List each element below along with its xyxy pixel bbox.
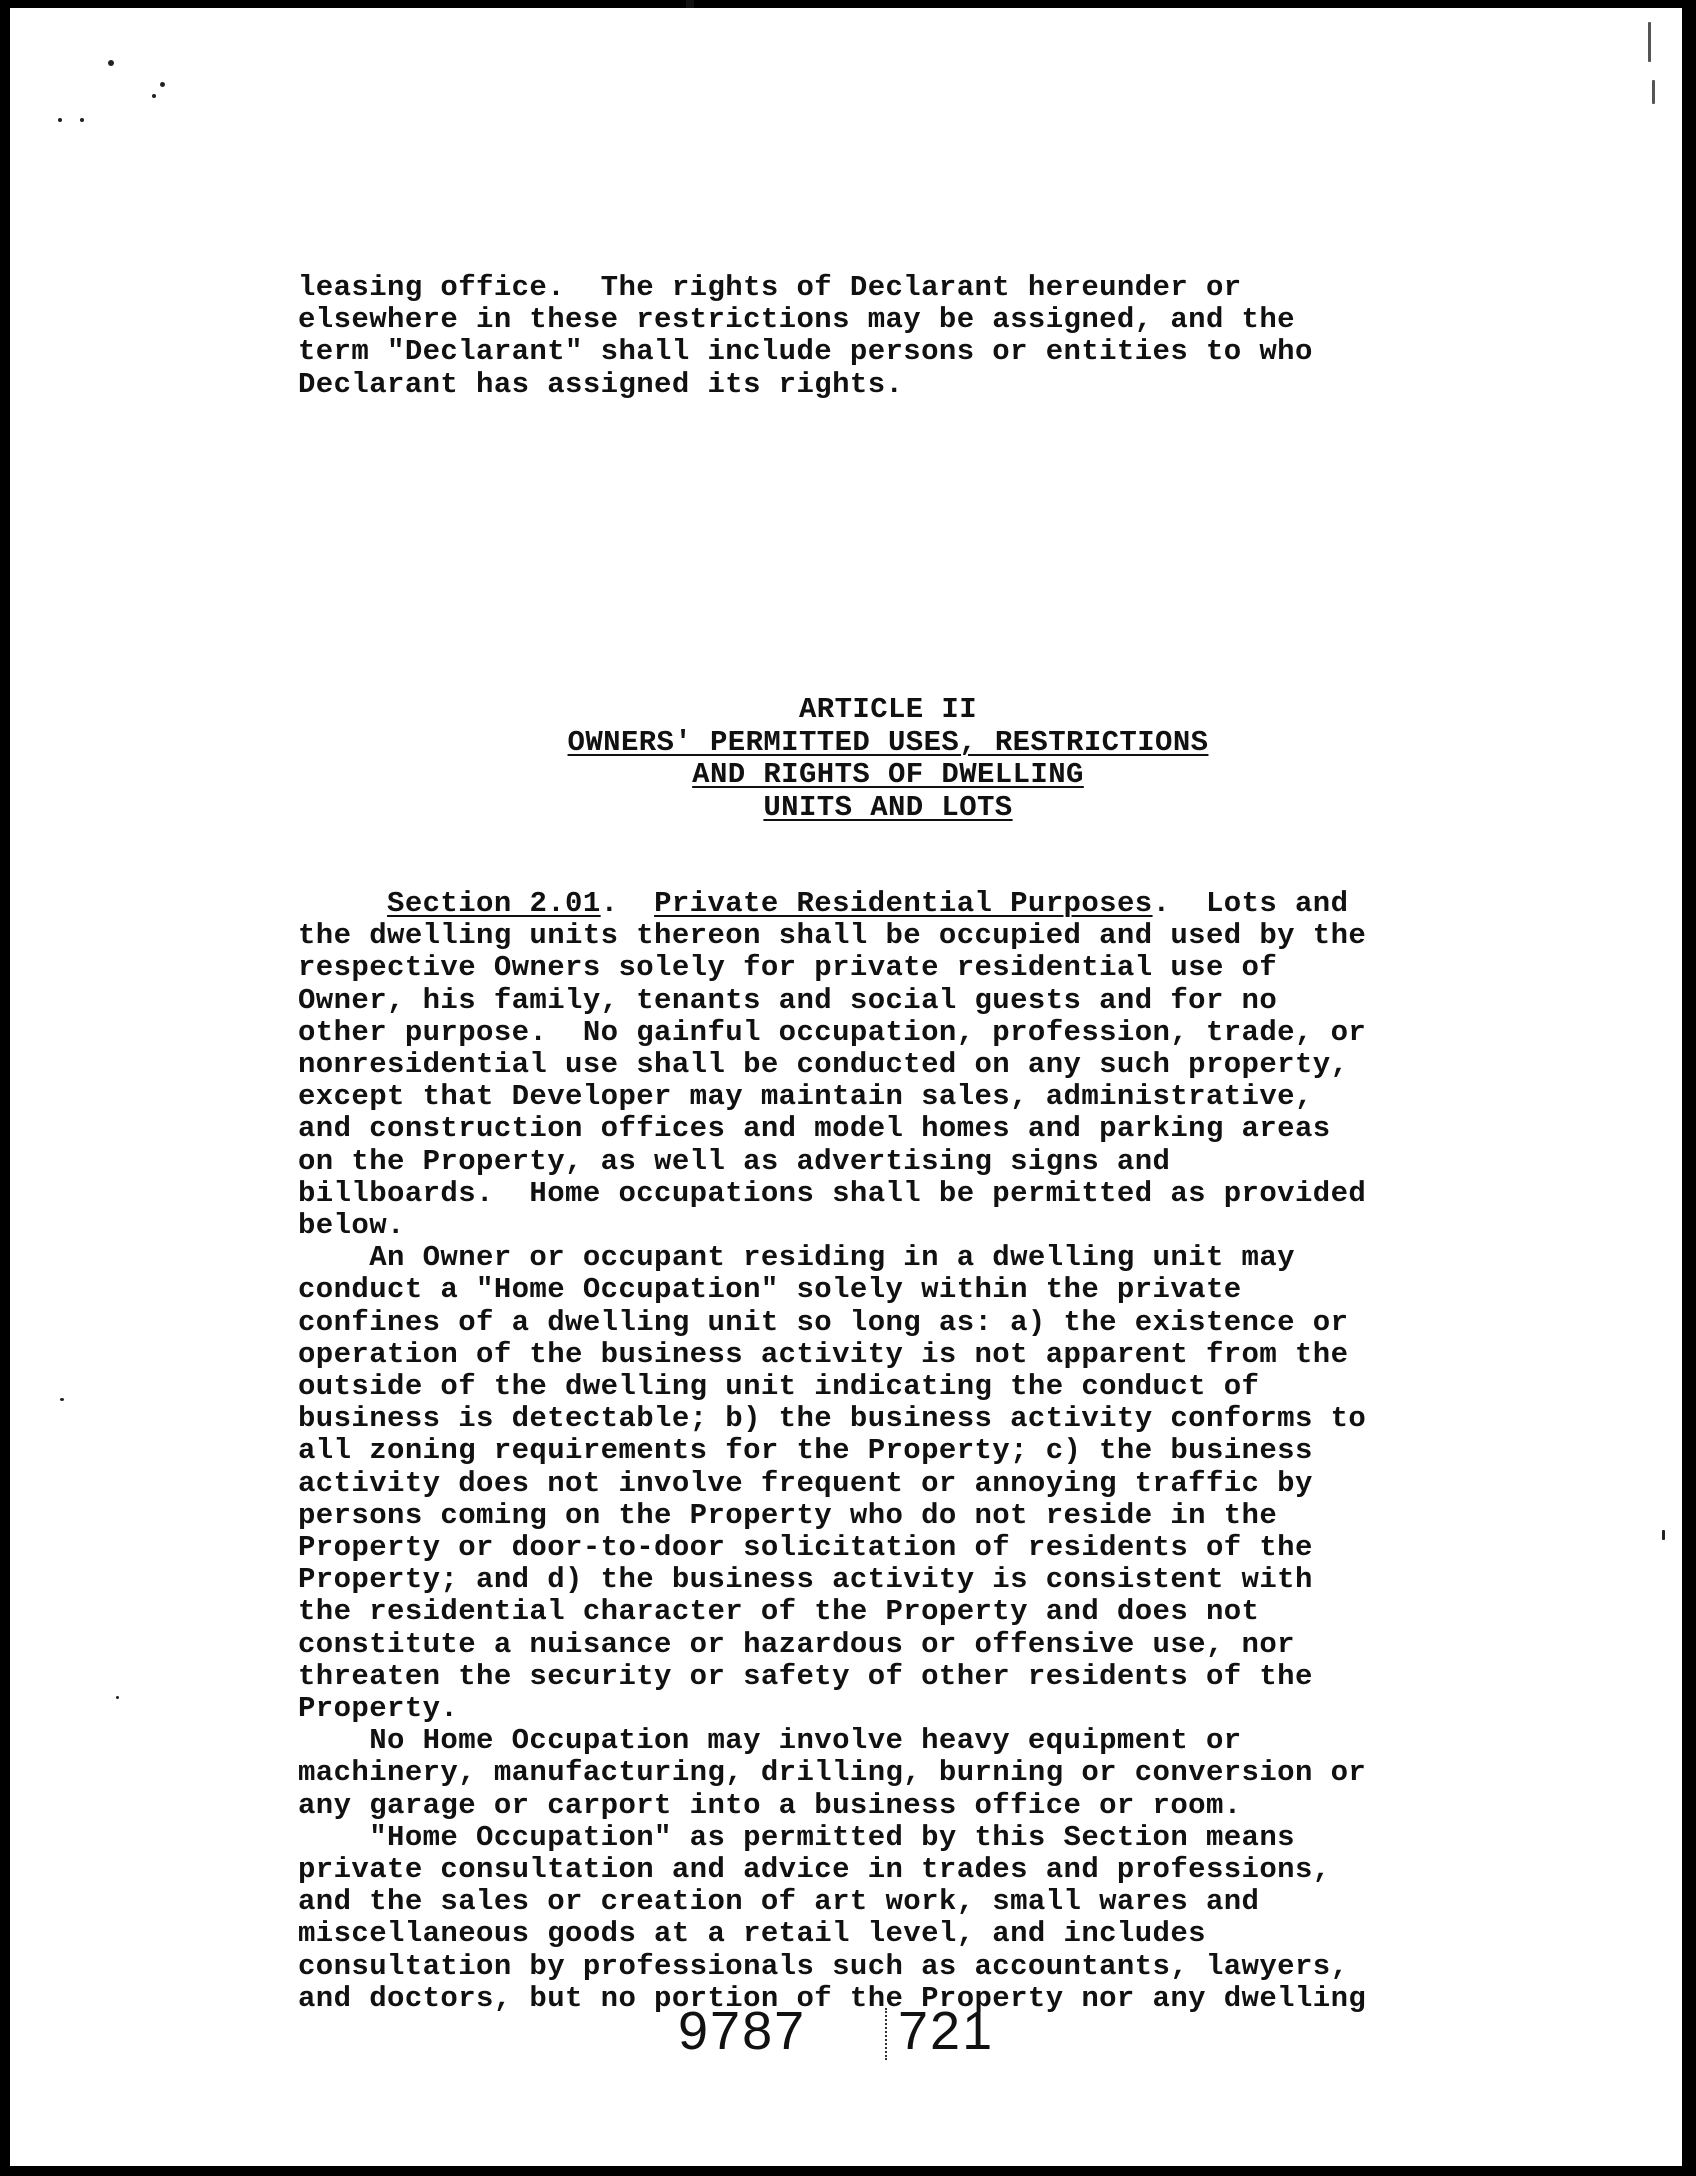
- section-first-line-rest: Lots and: [1170, 887, 1349, 920]
- scan-speck: [1648, 22, 1651, 62]
- body-line: other purpose. No gainful occupation, profession, trade, or: [298, 1015, 1367, 1049]
- body-line: respective Owners solely for private residential use of: [298, 951, 1278, 985]
- intro-line: term "Declarant" shall include persons or entities to who: [298, 335, 1313, 369]
- body-line: threaten the security or safety of other residents of the: [298, 1659, 1313, 1693]
- body-line: persons coming on the Property who do not reside in the: [298, 1498, 1278, 1532]
- page-number-left: 9787: [678, 2001, 807, 2061]
- section-first-line: Section 2.01. Private Residential Purposes. Lots and: [387, 887, 1349, 920]
- body-line: operation of the business activity is not apparent from the: [298, 1337, 1349, 1371]
- body-line: miscellaneous goods at a retail level, and includes: [298, 1917, 1206, 1951]
- body-line: conduct a "Home Occupation" solely within the private: [298, 1273, 1242, 1307]
- article-heading: [298, 694, 1478, 824]
- body-line: nonresidential use shall be conducted on any such property,: [298, 1048, 1349, 1081]
- body-line: outside of the dwelling unit indicating the conduct of: [298, 1370, 1260, 1404]
- intro-paragraph: [298, 272, 1478, 401]
- scan-speck: [58, 118, 62, 122]
- body-line: below.: [298, 1209, 405, 1243]
- page-number-right: 721: [898, 2001, 995, 2061]
- body-line: consultation by professionals such as accountants, lawyers,: [298, 1949, 1349, 1983]
- scan-speck: [116, 1696, 119, 1699]
- body-line: any garage or carport into a business office or room.: [298, 1788, 1242, 1822]
- body-line: "Home Occupation" as permitted by this Section means: [298, 1820, 1295, 1854]
- body-line: An Owner or occupant residing in a dwelling unit may: [298, 1241, 1295, 1275]
- body-line: activity does not involve frequent or annoying traffic by: [298, 1466, 1313, 1500]
- body-line: on the Property, as well as advertising signs and: [298, 1144, 1171, 1178]
- body-line: all zoning requirements for the Property; c) the business: [298, 1434, 1313, 1468]
- body-line: business is detectable; b) the business activity conforms to: [298, 1402, 1367, 1436]
- scan-speck: [1662, 1530, 1665, 1540]
- scan-speck: [152, 94, 156, 98]
- body-line: machinery, manufacturing, drilling, burning or conversion or: [298, 1756, 1367, 1790]
- scan-mark: [686, 0, 694, 8]
- scan-speck: [60, 1398, 64, 1401]
- article-number: ARTICLE II: [798, 693, 978, 726]
- scan-speck: [80, 118, 84, 122]
- body-line: the dwelling units thereon shall be occupied and used by the: [298, 919, 1367, 953]
- scan-speck: [160, 82, 165, 87]
- scan-speck: [108, 60, 114, 66]
- body-line: confines of a dwelling unit so long as: a) the existence or: [298, 1305, 1349, 1339]
- body-line: and construction offices and model homes and parking areas: [298, 1112, 1331, 1146]
- page-number-divider: [885, 2008, 887, 2060]
- body-line: billboards. Home occupations shall be permitted as provided: [298, 1176, 1367, 1210]
- article-title-line: AND RIGHTS OF DWELLING: [692, 758, 1084, 791]
- body-line: the residential character of the Property and does not: [298, 1595, 1260, 1629]
- body-line: and the sales or creation of art work, small wares and: [298, 1885, 1260, 1919]
- section-body: [298, 920, 1478, 2015]
- article-title-line: UNITS AND LOTS: [763, 790, 1013, 824]
- section-label: Section 2.01: [387, 887, 601, 920]
- body-line: Owner, his family, tenants and social guests and for no: [298, 983, 1278, 1017]
- body-line: Property.: [298, 1692, 459, 1726]
- intro-line: Declarant has assigned its rights.: [298, 367, 904, 401]
- body-line: No Home Occupation may involve heavy equipment or: [298, 1724, 1242, 1758]
- intro-line: leasing office. The rights of Declarant hereunder or: [298, 271, 1242, 304]
- section-heading: Private Residential Purposes: [654, 887, 1153, 920]
- body-line: Property; and d) the business activity is consistent with: [298, 1563, 1313, 1597]
- body-line: private consultation and advice in trades and professions,: [298, 1853, 1331, 1887]
- article-title-line: OWNERS' PERMITTED USES, RESTRICTIONS: [567, 725, 1209, 759]
- scan-speck: [1652, 80, 1655, 104]
- body-line: Property or door-to-door solicitation of residents of the: [298, 1531, 1313, 1565]
- body-line: and doctors, but no portion of the Property nor any dwelling: [298, 1981, 1367, 2015]
- body-line: constitute a nuisance or hazardous or offensive use, nor: [298, 1627, 1295, 1661]
- intro-line: elsewhere in these restrictions may be assigned, and the: [298, 303, 1295, 337]
- body-line: except that Developer may maintain sales, administrative,: [298, 1080, 1313, 1114]
